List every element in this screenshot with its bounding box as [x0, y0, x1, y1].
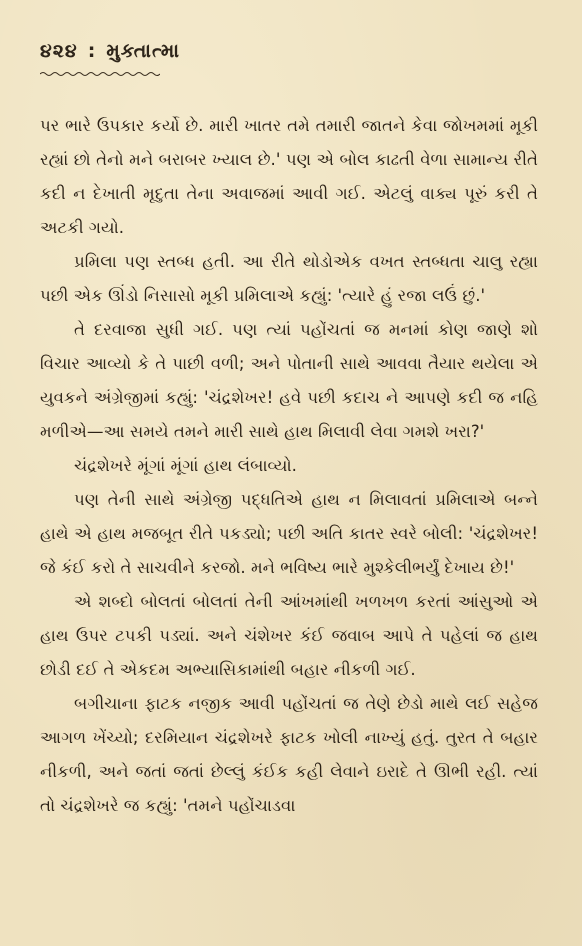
running-header — [40, 40, 538, 62]
header-separator: : — [87, 40, 97, 62]
book-title: મુક્તાત્મા — [106, 40, 180, 62]
paragraph-1: પર ભારે ઉપકાર કર્યો છે. મારી ખાતર તમે તમારી જાતને કેવા જોખમમાં મૂકી રહ્યાં છો તેનો મને બરાબર ખ્યાલ છે.' પણ એ બોલ કાઢતી વેળા સામાન્ય રીતે કદી ન દેખાતી મૃદુતા તેના અવાજમાં આવી ગઈ. એટલું વાક્ય પૂરું કરી તે અટકી ગયો. — [40, 116, 538, 237]
paragraph-5: પણ તેની સાથે અંગ્રેજી પદ્ધતિએ હાથ ન મિલાવતાં પ્રમિલાએ બન્ને હાથે એ હાથ મજબૂત રીતે પકડ્યો; પછી અતિ કાતર સ્વરે બોલી: 'ચંદ્રશેખર! જે કંઈ કરો તે સાચવીને કરજો. મને ભવિષ્ય ભારે મુશ્કેલીભર્યું દેખાય છે!' — [40, 490, 538, 577]
paragraph-6: એ શબ્દો બોલતાં બોલતાં તેની આંખમાંથી ખળખળ કરતાં આંસુઓ એ હાથ ઉપર ટપકી પડ્યાં. અને ચંશેખર કંઈ જવાબ આપે તે પહેલાં જ હાથ છોડી દઈ તે એકદમ અભ્યાસિકામાંથી બહાર નીકળી ગઈ. — [40, 592, 538, 679]
paragraph-3: તે દરવાજા સુધી ગઈ. પણ ત્યાં પહોંચતાં જ મનમાં કોણ જાણે શો વિચાર આવ્યો કે તે પાછી વળી; અને પોતાની સાથે આવવા તૈયાર થયેલા એ યુવકને અંગ્રેજીમાં કહ્યું: 'ચંદ્રશેખર! હવે પછી કદાચ ને આપણે કદી જ નહિ મળીએ—આ સમયે તમને મારી સાથે હાથ મિલાવી લેવા ગમશે ખરા?' — [40, 320, 538, 441]
body-text — [40, 109, 538, 823]
wavy-underline-ornament — [40, 71, 160, 77]
paragraph-2: પ્રમિલા પણ સ્તબ્ધ હતી. આ રીતે થોડોએક વખત સ્તબ્ધતા ચાલુ રહ્યા પછી એક ઊંડો નિસાસો મૂકી પ્રમિલાએ કહ્યું: 'ત્યારે હું રજા લઉં છું.' — [40, 252, 538, 305]
paragraph-7: બગીચાના ફાટક નજીક આવી પહોંચતાં જ તેણે છેડો માથે લઈ સહેજ આગળ ખેંચ્યો; દરમિયાન ચંદ્રશેખરે ફાટક ખોલી નાખ્યું હતું. તુરત તે બહાર નીકળી, અને જતાં જતાં છેલ્લું કંઈક કહી લેવાને ઇરાદે તે ઊભી રહી. ત્યાં તો ચંદ્રશેખરે જ કહ્યું: 'તમને પહોંચાડવા — [40, 694, 538, 815]
paragraph-4: ચંદ્રશેખરે મૂંગાં મૂંગાં હાથ લંબાવ્યો. — [74, 456, 297, 475]
page-number: ૪૨૪ — [40, 40, 78, 62]
